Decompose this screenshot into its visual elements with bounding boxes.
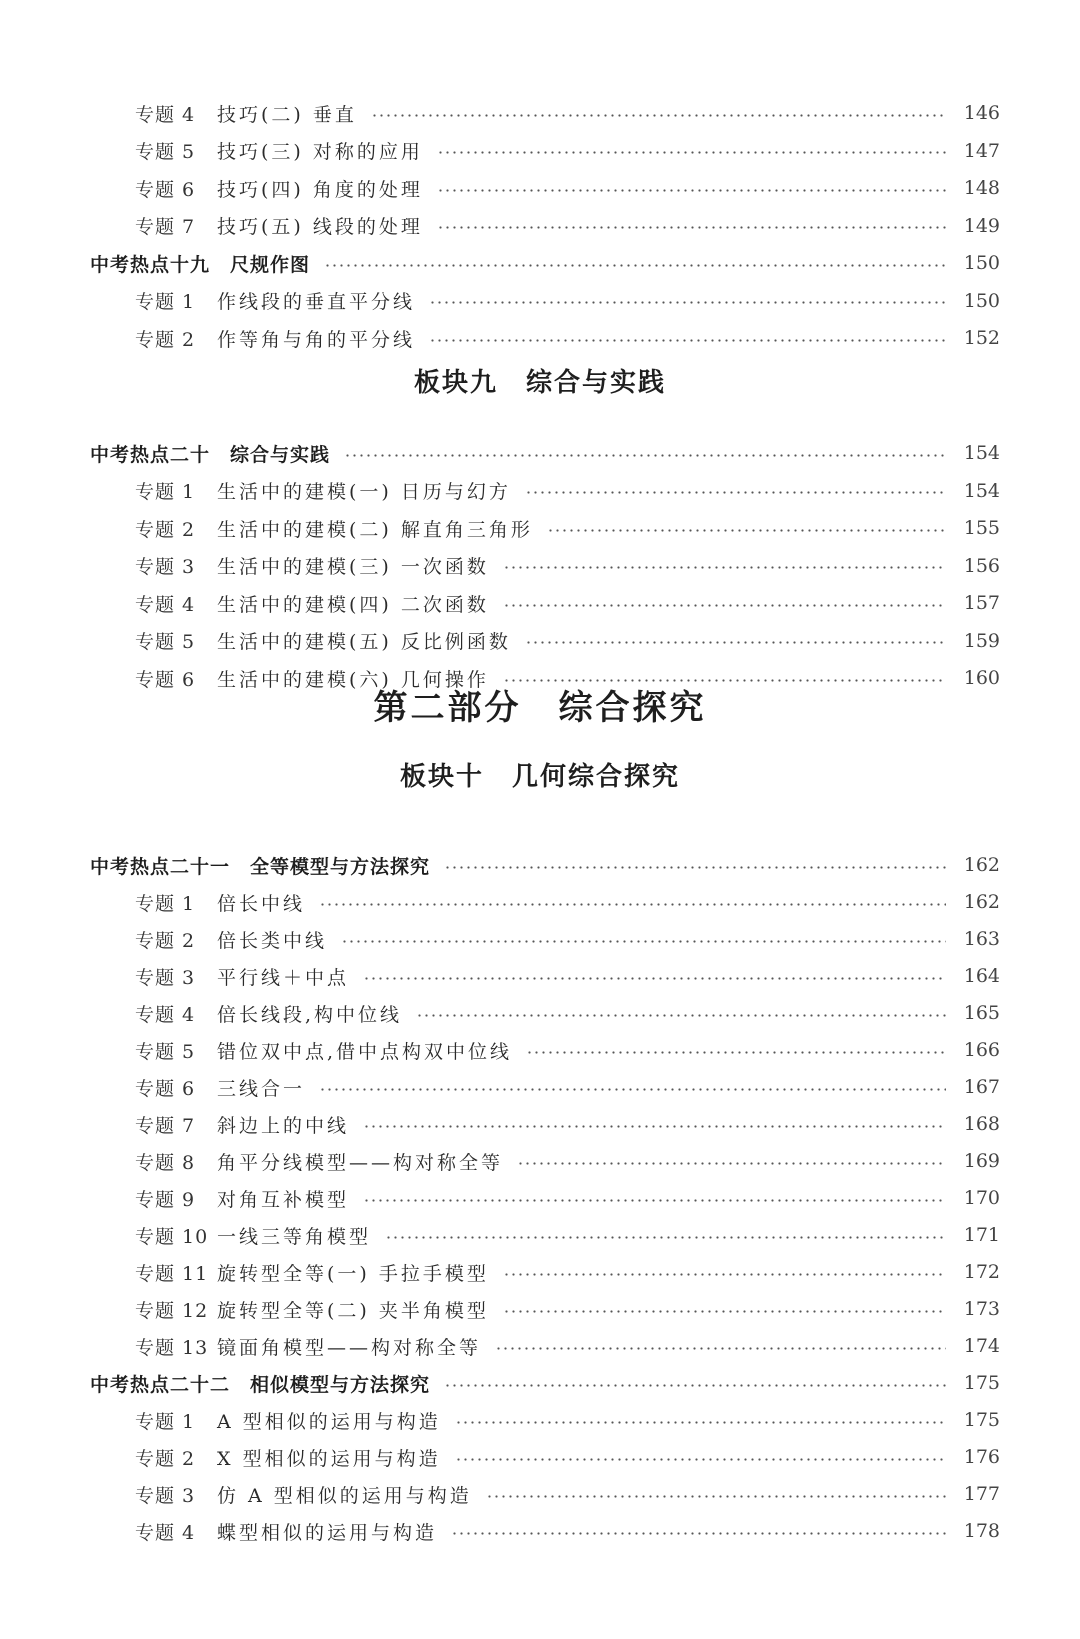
topic-number: 专题 1: [135, 291, 196, 313]
topic-entry: [0, 1070, 1080, 1104]
page-number: 148: [963, 177, 1000, 199]
topic-entry: [0, 1255, 1080, 1289]
dot-leader: [437, 151, 946, 154]
topic-number: 专题 8: [135, 1151, 196, 1174]
page-number: 155: [963, 517, 1000, 539]
page-number: 160: [963, 667, 1000, 689]
topic-number: 专题 5: [135, 1040, 196, 1063]
entry-title: 倍长类中线: [217, 929, 328, 952]
topic-number: 专题 3: [135, 966, 196, 989]
topic-entry: [0, 96, 1080, 130]
dot-leader: [547, 529, 946, 532]
page-number: 154: [963, 479, 1000, 502]
dot-leader: [385, 1236, 946, 1239]
topic-number: 专题 2: [135, 328, 196, 351]
page-number: 165: [963, 1002, 1000, 1024]
topic-entry: [0, 661, 1080, 695]
topic-entry: [0, 1218, 1080, 1252]
dot-leader: [363, 1199, 946, 1202]
topic-number: 专题 12: [135, 1299, 209, 1322]
entry-title: 蝶型相似的运用与构造: [217, 1521, 438, 1544]
topic-entry: [0, 511, 1080, 545]
entry-title: 平行线＋中点: [217, 966, 350, 989]
page-number: 150: [963, 289, 1000, 312]
hot-topic-entry: [0, 848, 1080, 882]
topic-entry: [0, 209, 1080, 243]
entry-title: 技巧(四) 角度的处理: [217, 178, 423, 201]
topic-entry: [0, 1514, 1080, 1548]
dot-leader: [455, 1458, 946, 1461]
dot-leader: [503, 1310, 946, 1313]
topic-entry: [0, 134, 1080, 168]
dot-leader: [416, 1014, 946, 1017]
page-number: 147: [963, 139, 1000, 162]
entry-title: 一线三等角模型: [217, 1225, 372, 1248]
topic-entry: [0, 549, 1080, 583]
dot-leader: [526, 1051, 946, 1054]
topic-number: 专题 2: [135, 518, 196, 541]
topic-entry: [0, 171, 1080, 205]
topic-number: 专题 10: [135, 1225, 209, 1248]
page-number: 173: [963, 1298, 1000, 1320]
page-number: 171: [963, 1224, 1000, 1246]
dot-leader: [503, 604, 946, 607]
dot-leader: [517, 1162, 946, 1165]
entry-title: 错位双中点,借中点构双中位线: [217, 1040, 513, 1063]
page-number: 174: [963, 1335, 1000, 1357]
entry-title: 生活中的建模(四) 二次函数: [217, 593, 489, 616]
dot-leader: [525, 641, 946, 644]
dot-leader: [486, 1495, 946, 1498]
hot-topic-entry: [0, 436, 1080, 470]
dot-leader: [455, 1421, 946, 1424]
page-number: 167: [963, 1076, 1000, 1098]
entry-title: 技巧(五) 线段的处理: [217, 216, 423, 238]
page-number: 172: [963, 1261, 1000, 1283]
topic-entry: [0, 885, 1080, 919]
hot-topic-entry: [0, 1366, 1080, 1400]
page-number: 150: [963, 252, 1000, 274]
topic-entry: [0, 586, 1080, 620]
dot-leader: [503, 566, 946, 569]
topic-entry: [0, 1033, 1080, 1067]
page-number: 175: [963, 1409, 1000, 1431]
entry-title: 倍长线段,构中位线: [217, 1003, 403, 1026]
topic-number: 专题 9: [135, 1188, 196, 1211]
dot-leader: [371, 114, 946, 117]
page-number: 162: [963, 891, 1000, 913]
dot-leader: [344, 454, 946, 457]
topic-number: 专题 7: [135, 1114, 196, 1137]
topic-number: 专题 7: [135, 216, 196, 238]
entry-title: 技巧(三) 对称的应用: [217, 141, 423, 163]
topic-entry: [0, 922, 1080, 956]
entry-title: 三线合一: [217, 1077, 306, 1100]
dot-leader: [503, 679, 946, 682]
hot-topic-entry: [0, 246, 1080, 280]
topic-number: 专题 2: [135, 929, 196, 952]
topic-entry: [0, 1107, 1080, 1141]
entry-title: 生活中的建模(六) 几何操作: [217, 668, 489, 691]
page-number: 156: [963, 554, 1000, 577]
topic-entry: [0, 1181, 1080, 1215]
dot-leader: [437, 226, 946, 229]
page-number: 166: [963, 1039, 1000, 1061]
topic-number: 专题 2: [135, 1447, 196, 1470]
entry-title: 对角互补模型: [217, 1188, 350, 1211]
entry-title: 倍长中线: [217, 892, 306, 915]
page-number: 152: [963, 327, 1000, 349]
topic-entry: [0, 284, 1080, 318]
topic-entry: [0, 996, 1080, 1030]
topic-number: 专题 5: [135, 141, 196, 163]
page-number: 176: [963, 1446, 1000, 1468]
dot-leader: [444, 866, 946, 869]
dot-leader: [429, 301, 946, 304]
page-number: 163: [963, 928, 1000, 950]
page-number: 164: [963, 965, 1000, 987]
page-number: 170: [963, 1187, 1000, 1209]
topic-entry: [0, 321, 1080, 355]
page-number: 157: [963, 592, 1000, 614]
topic-entry: [0, 624, 1080, 658]
topic-number: 专题 4: [135, 593, 196, 616]
block-heading-9: 板块九 综合与实践: [413, 368, 666, 398]
dot-leader: [319, 1088, 946, 1091]
page-number: 175: [963, 1372, 1000, 1394]
entry-title: 生活中的建模(三) 一次函数: [217, 556, 489, 578]
entry-title: 中考热点十九 尺规作图: [90, 253, 311, 276]
entry-title: 中考热点二十二 相似模型与方法探究: [90, 1373, 431, 1396]
entry-title: 生活中的建模(五) 反比例函数: [217, 631, 511, 653]
page-number: 178: [963, 1520, 1000, 1542]
entry-title: 中考热点二十 综合与实践: [90, 443, 331, 466]
topic-entry: [0, 1144, 1080, 1178]
entry-title: X 型相似的运用与构造: [217, 1447, 441, 1470]
topic-entry: [0, 474, 1080, 508]
entry-title: 旋转型全等(二) 夹半角模型: [217, 1299, 489, 1322]
entry-title: 斜边上的中线: [217, 1114, 350, 1137]
topic-entry: [0, 1477, 1080, 1511]
entry-title: A 型相似的运用与构造: [217, 1410, 441, 1433]
topic-number: 专题 1: [135, 481, 196, 503]
topic-number: 专题 6: [135, 178, 196, 201]
dot-leader: [437, 189, 946, 192]
part-heading-2: 第二部分 综合探究: [373, 688, 707, 728]
topic-number: 专题 1: [135, 892, 196, 915]
page-number: 154: [963, 442, 1000, 464]
dot-leader: [324, 264, 946, 267]
page-number: 149: [963, 214, 1000, 237]
topic-number: 专题 4: [135, 1003, 196, 1026]
dot-leader: [444, 1384, 946, 1387]
dot-leader: [363, 1125, 946, 1128]
entry-title: 生活中的建模(二) 解直角三角形: [217, 518, 533, 541]
dot-leader: [363, 977, 946, 980]
entry-title: 技巧(二) 垂直: [217, 103, 357, 126]
entry-title: 作线段的垂直平分线: [217, 291, 416, 313]
page-number: 169: [963, 1150, 1000, 1172]
dot-leader: [341, 940, 946, 943]
dot-leader: [503, 1273, 946, 1276]
topic-entry: [0, 1403, 1080, 1437]
topic-number: 专题 6: [135, 668, 196, 691]
topic-number: 专题 5: [135, 631, 196, 653]
entry-title: 作等角与角的平分线: [217, 328, 416, 351]
page-number: 146: [963, 102, 1000, 124]
entry-title: 仿 A 型相似的运用与构造: [217, 1484, 472, 1507]
topic-entry: [0, 959, 1080, 993]
entry-title: 角平分线模型——构对称全等: [217, 1151, 504, 1174]
topic-number: 专题 3: [135, 1484, 196, 1507]
topic-entry: [0, 1329, 1080, 1363]
page-number: 168: [963, 1113, 1000, 1135]
topic-number: 专题 6: [135, 1077, 196, 1100]
page-number: 177: [963, 1483, 1000, 1505]
topic-number: 专题 3: [135, 556, 196, 578]
block-heading-10: 板块十 几何综合探究: [399, 762, 680, 792]
entry-title: 旋转型全等(一) 手拉手模型: [217, 1262, 489, 1285]
dot-leader: [429, 339, 946, 342]
page-number: 162: [963, 854, 1000, 876]
topic-number: 专题 13: [135, 1336, 209, 1359]
entry-title: 生活中的建模(一) 日历与幻方: [217, 481, 511, 503]
dot-leader: [495, 1347, 946, 1350]
topic-number: 专题 11: [135, 1262, 209, 1285]
topic-entry: [0, 1440, 1080, 1474]
dot-leader: [525, 491, 946, 494]
dot-leader: [451, 1532, 946, 1535]
dot-leader: [319, 903, 946, 906]
topic-entry: [0, 1292, 1080, 1326]
topic-number: 专题 1: [135, 1410, 196, 1433]
page-number: 159: [963, 629, 1000, 652]
topic-number: 专题 4: [135, 1521, 196, 1544]
topic-number: 专题 4: [135, 103, 196, 126]
entry-title: 中考热点二十一 全等模型与方法探究: [90, 855, 431, 878]
entry-title: 镜面角模型——构对称全等: [217, 1336, 482, 1359]
